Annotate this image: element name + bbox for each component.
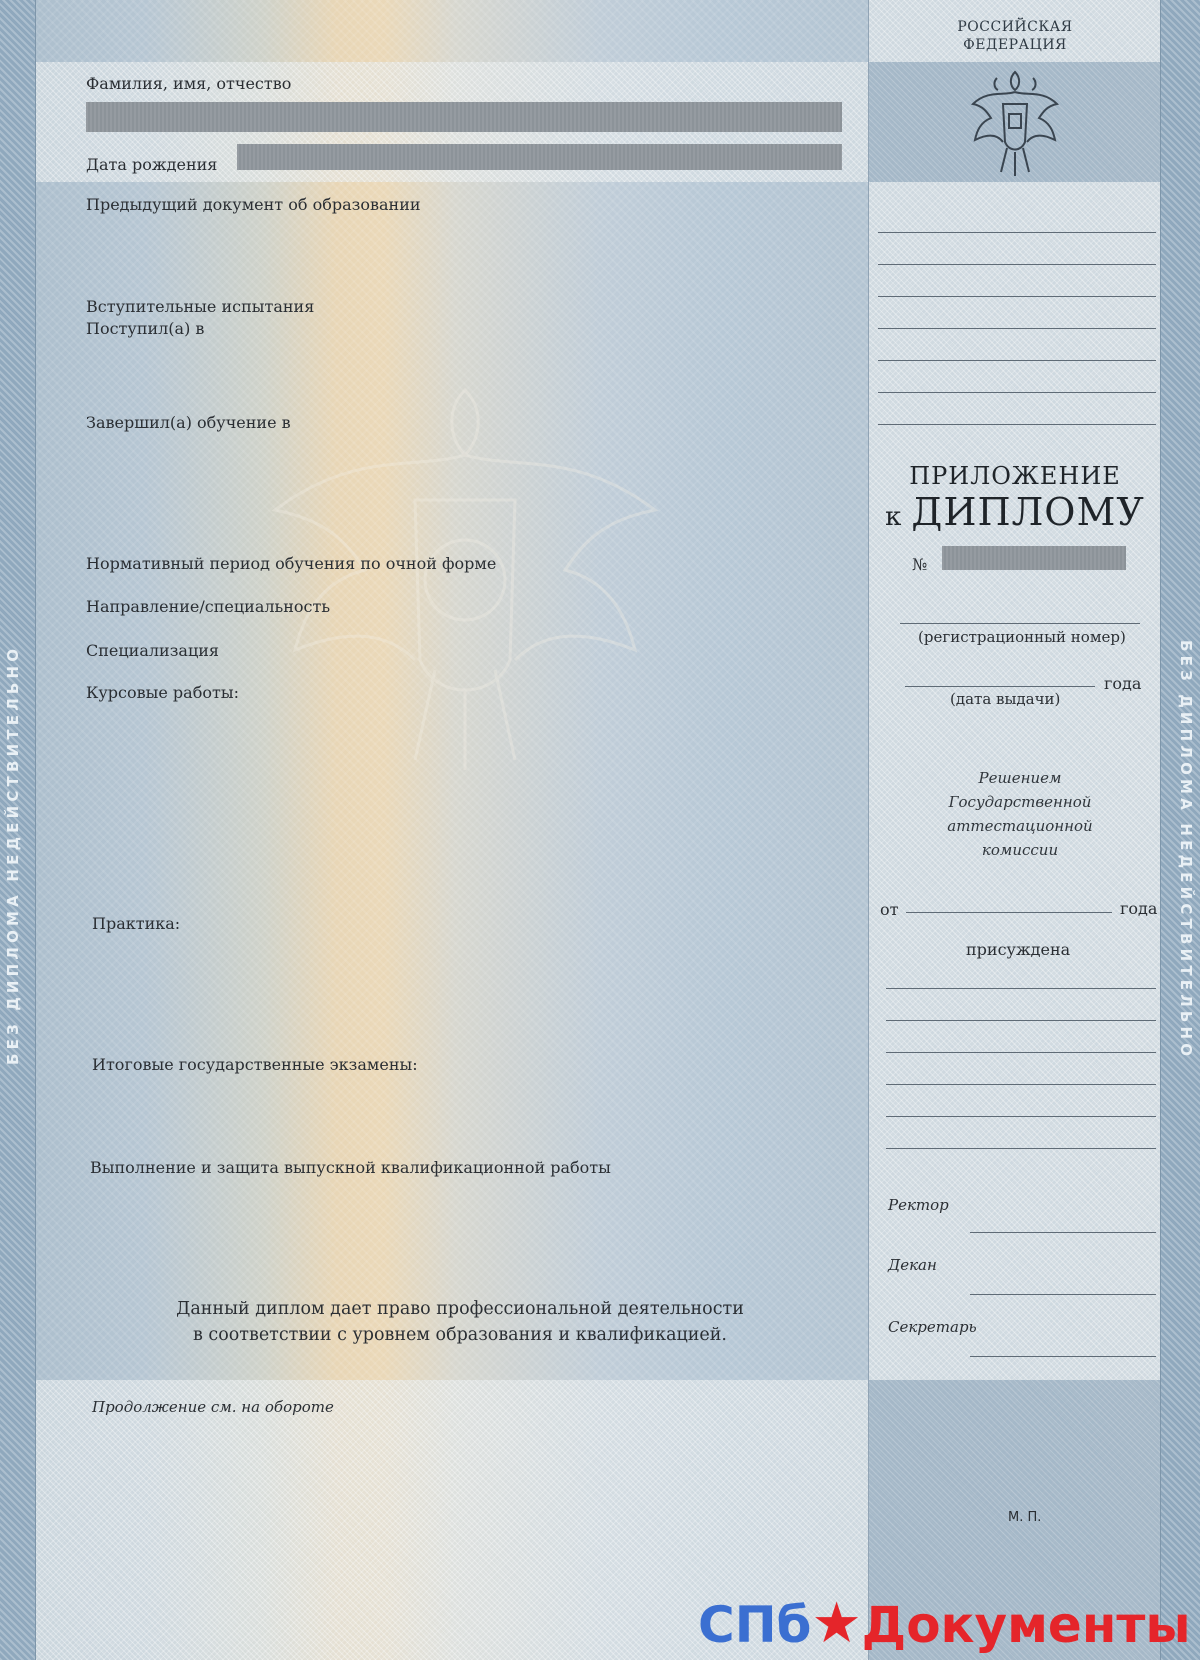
dean-label: Декан xyxy=(888,1256,937,1274)
award-line-3 xyxy=(886,1052,1156,1053)
award-line-2 xyxy=(886,1020,1156,1021)
brand-part1: СПб xyxy=(698,1596,812,1654)
final-exams-label: Итоговые государственные экзамены: xyxy=(92,1055,418,1074)
rector-signature-line xyxy=(970,1232,1156,1233)
coursework-label: Курсовые работы: xyxy=(86,683,239,702)
left-border-strip xyxy=(0,0,36,1660)
prev-doc-label: Предыдущий документ об образовании xyxy=(86,195,421,214)
blank-line-3 xyxy=(878,296,1156,297)
title-preposition: к xyxy=(885,502,902,532)
thesis-label: Выполнение и защита выпускной квалификационной работы xyxy=(90,1158,611,1177)
blank-line-1 xyxy=(878,232,1156,233)
full-name-redacted xyxy=(86,102,842,132)
decision-year-word: года xyxy=(1120,899,1158,918)
normative-period-label: Нормативный период обучения по очной форме xyxy=(86,554,497,573)
awarded-label: присуждена xyxy=(966,940,1071,959)
specialty-label: Направление/специальность xyxy=(86,597,331,616)
country-line2: ФЕДЕРАЦИЯ xyxy=(963,37,1067,53)
right-side-text: БЕЗ ДИПЛОМА НЕДЕЙСТВИТЕЛЬНО xyxy=(1177,639,1195,1061)
decision-line2: Государственной xyxy=(948,793,1092,811)
dean-signature-line xyxy=(970,1294,1156,1295)
seal-place: М. П. xyxy=(1008,1510,1042,1525)
issue-date-caption: (дата выдачи) xyxy=(950,690,1061,708)
supplement-title: ПРИЛОЖЕНИЕ xyxy=(909,462,1121,490)
issue-year-word: года xyxy=(1104,674,1142,693)
decision-date-line xyxy=(906,912,1112,913)
award-line-6 xyxy=(886,1148,1156,1149)
decision-text xyxy=(900,766,1140,862)
from-word: от xyxy=(880,900,899,919)
continuation-note: Продолжение см. на обороте xyxy=(92,1398,334,1416)
right-border-strip xyxy=(1160,0,1200,1660)
coat-of-arms-icon xyxy=(967,68,1063,178)
decision-line4: комиссии xyxy=(981,841,1059,859)
entrance-exams-label: Вступительные испытания xyxy=(86,297,315,316)
blank-line-6 xyxy=(878,392,1156,393)
blank-line-7 xyxy=(878,424,1156,425)
brand-watermark xyxy=(698,1588,1191,1660)
left-side-text: БЕЗ ДИПЛОМА НЕДЕЙСТВИТЕЛЬНО xyxy=(4,644,22,1066)
supplement-title-line2 xyxy=(880,490,1150,534)
birth-date-label: Дата рождения xyxy=(86,155,218,174)
country-line1: РОССИЙСКАЯ xyxy=(957,19,1073,35)
practice-label: Практика: xyxy=(92,914,181,933)
full-name-label: Фамилия, имя, отчество xyxy=(86,74,292,93)
completed-label: Завершил(а) обучение в xyxy=(86,413,291,432)
birth-date-redacted xyxy=(237,144,842,170)
award-line-5 xyxy=(886,1116,1156,1117)
rights-note-line2: в соответствии с уровнем образования и квалификацией. xyxy=(193,1325,727,1345)
award-line-1 xyxy=(886,988,1156,989)
panel-divider xyxy=(868,0,869,1660)
decision-line3: аттестационной xyxy=(947,817,1093,835)
secretary-signature-line xyxy=(970,1356,1156,1357)
title-diploma: ДИПЛОМУ xyxy=(911,490,1145,534)
rights-note-line1: Данный диплом дает право профессиональной деятельности xyxy=(176,1299,744,1319)
specialization-label: Специализация xyxy=(86,641,220,660)
issue-date-line xyxy=(905,686,1095,687)
reg-number-caption: (регистрационный номер) xyxy=(918,628,1126,646)
number-sign: № xyxy=(912,555,928,574)
diploma-number-redacted xyxy=(942,546,1126,570)
rights-note xyxy=(110,1296,810,1348)
brand-part2: Документы xyxy=(861,1596,1191,1654)
star-icon: ★ xyxy=(811,1591,862,1656)
blank-line-4 xyxy=(878,328,1156,329)
blank-line-2 xyxy=(878,264,1156,265)
rector-label: Ректор xyxy=(888,1196,949,1214)
secretary-label: Секретарь xyxy=(888,1318,977,1336)
reg-number-line xyxy=(900,623,1140,624)
country-heading xyxy=(940,18,1090,54)
award-line-4 xyxy=(886,1084,1156,1085)
enrolled-label: Поступил(а) в xyxy=(86,319,205,338)
decision-line1: Решением xyxy=(978,769,1062,787)
blank-line-5 xyxy=(878,360,1156,361)
